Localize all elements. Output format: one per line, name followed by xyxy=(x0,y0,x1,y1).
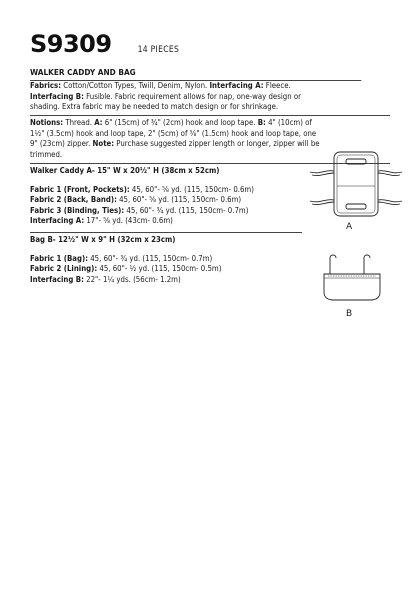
pattern-number: S9309 xyxy=(30,30,112,58)
interfacing-a-text: Fleece. xyxy=(263,81,291,90)
interfacing-a-lead: Interfacing A: xyxy=(209,81,264,90)
fabrics-text: shading. Extra fabric may be needed to match design or for shrinkage. xyxy=(30,102,279,112)
fabrics-paragraph xyxy=(30,81,301,113)
notions-text: trimmed. xyxy=(30,149,63,159)
caddy-section xyxy=(30,166,254,227)
pattern-title: WALKER CADDY AND BAG xyxy=(30,68,361,81)
yardage-row xyxy=(30,254,221,265)
notions-text: 6" (15cm) of ¾" (2cm) hook and loop tape. xyxy=(102,118,258,127)
yardage-label: Fabric 2 (Back, Band): xyxy=(30,195,117,205)
yardage-value: 17"- ⅝ yd. (43cm- 0.6m) xyxy=(84,216,173,226)
yardage-row xyxy=(30,264,221,275)
caddy-heading: Walker Caddy A- 15" W x 20½" H (38cm x 52cm) xyxy=(30,166,220,175)
divider xyxy=(30,115,390,116)
bag-heading: Bag B- 12½" W x 9" H (32cm x 23cm) xyxy=(30,235,176,244)
yardage-row xyxy=(30,216,254,227)
yardage-value: 45, 60"- ⅝ yd. (115, 150cm- 0.6m) xyxy=(129,184,254,194)
notions-line xyxy=(30,139,320,150)
fabrics-line xyxy=(30,81,301,92)
yardage-label: Fabric 1 (Front, Pockets): xyxy=(30,184,130,194)
fabrics-line xyxy=(30,92,301,103)
pieces-count: 14 PIECES xyxy=(137,45,180,55)
notions-text: Thread. xyxy=(63,118,95,127)
yardage-label: Interfacing A: xyxy=(30,216,85,226)
yardage-value: 45, 60"- ¾ yd. (115, 150cm- 0.7m) xyxy=(124,205,249,215)
note-lead: Note: xyxy=(92,139,115,149)
view-b-label: B xyxy=(346,309,353,319)
notions-a-lead: A: xyxy=(94,118,103,127)
notions-b-lead: B: xyxy=(257,118,266,127)
yardage-row xyxy=(30,195,254,206)
yardage-value: 45, 60"- ½ yd. (115, 150cm- 0.5m) xyxy=(97,264,222,274)
bag-section xyxy=(30,235,221,285)
fabrics-text: Cotton/Cotton Types, Twill, Denim, Nylon. xyxy=(61,81,210,90)
yardage-label: Interfacing B: xyxy=(30,274,84,284)
fabrics-line xyxy=(30,102,301,113)
header xyxy=(30,30,179,58)
notions-line xyxy=(30,129,320,140)
yardage-value: 45, 60"- ¾ yd. (115, 150cm- 0.7m) xyxy=(88,253,213,263)
divider xyxy=(30,232,302,233)
notions-text: 9" (23cm) zipper. xyxy=(30,139,93,149)
yardage-label: Fabric 3 (Binding, Ties): xyxy=(30,205,125,215)
notions-text: Purchase suggested zipper length or longer, zipper will be xyxy=(114,139,320,149)
interfacing-b-lead: Interfacing B: xyxy=(30,91,84,101)
notions-line xyxy=(30,150,320,161)
yardage-value: 45, 60"- ⅝ yd. (115, 150cm- 0.6m) xyxy=(116,195,242,205)
yardage-value: 22"- 1¼ yds. (56cm- 1.2m) xyxy=(83,274,181,284)
notions-text: 1½" (3.5cm) hook and loop tape, 2" (5cm) of ⅝" (1.5cm) hook and loop tape, one xyxy=(30,128,317,138)
yardage-row xyxy=(30,275,221,286)
yardage-label: Fabric 2 (Lining): xyxy=(30,264,98,274)
notions-paragraph xyxy=(30,118,320,160)
notions-lead: Notions: xyxy=(30,118,64,127)
walker-caddy-illustration xyxy=(306,148,406,218)
yardage-label: Fabric 1 (Bag): xyxy=(30,253,89,263)
notions-text: 4" (10cm) of xyxy=(265,118,312,127)
bag-illustration xyxy=(320,252,386,302)
fabrics-text: Fusible. Fabric requirement allows for nap, one-way design or xyxy=(83,91,302,101)
notions-line xyxy=(30,118,320,129)
yardage-row xyxy=(30,206,254,217)
yardage-row xyxy=(30,185,254,196)
fabrics-lead: Fabrics: xyxy=(30,81,62,90)
view-a-label: A xyxy=(346,222,353,232)
